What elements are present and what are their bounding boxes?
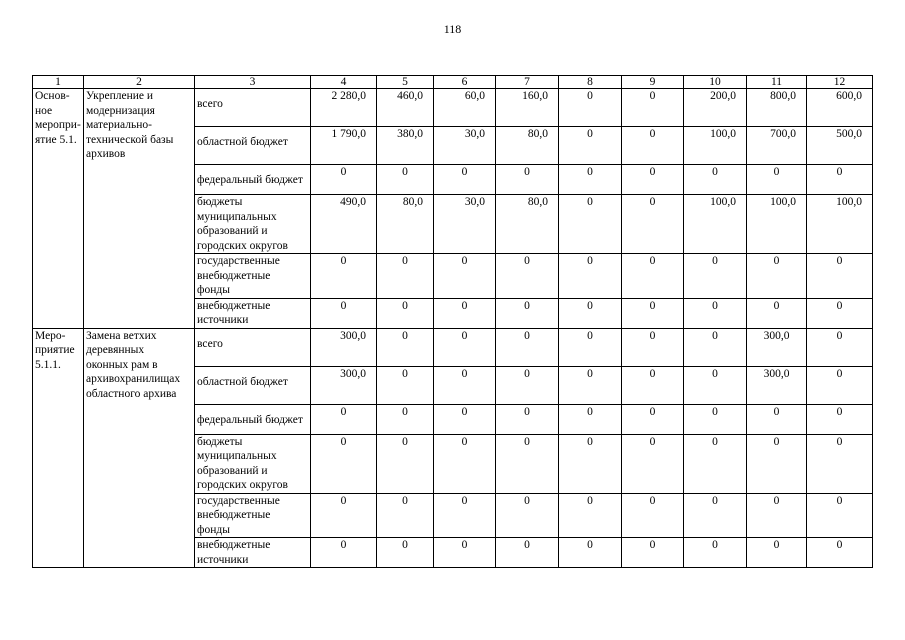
- value-cell: 300,0: [747, 366, 807, 404]
- measure-name: Укрепление и модернизация материально- технической базы архивов: [84, 89, 195, 329]
- value-cell: 0: [496, 404, 559, 434]
- value-cell: 80,0: [496, 195, 559, 254]
- value-cell: 0: [622, 254, 684, 299]
- value-cell: 0: [496, 366, 559, 404]
- value-cell: 0: [377, 493, 434, 538]
- value-cell: 0: [807, 254, 873, 299]
- value-cell: 0: [622, 127, 684, 165]
- value-cell: 0: [684, 298, 747, 328]
- column-header: 7: [496, 76, 559, 89]
- value-cell: 0: [311, 298, 377, 328]
- value-cell: 0: [434, 366, 496, 404]
- funding-source: бюджеты муниципальных образований и городских округов: [195, 195, 311, 254]
- column-header: 8: [559, 76, 622, 89]
- value-cell: 0: [807, 366, 873, 404]
- funding-source: областной бюджет: [195, 127, 311, 165]
- value-cell: 500,0: [807, 127, 873, 165]
- header-row: [33, 76, 873, 89]
- value-cell: 0: [377, 298, 434, 328]
- column-header: 2: [84, 76, 195, 89]
- value-cell: 460,0: [377, 89, 434, 127]
- value-cell: 0: [559, 165, 622, 195]
- value-cell: 0: [684, 493, 747, 538]
- value-cell: 0: [434, 254, 496, 299]
- value-cell: 0: [377, 404, 434, 434]
- value-cell: 0: [559, 434, 622, 493]
- value-cell: 0: [747, 434, 807, 493]
- funding-source: федеральный бюджет: [195, 404, 311, 434]
- value-cell: 0: [377, 254, 434, 299]
- value-cell: 0: [747, 404, 807, 434]
- value-cell: 0: [559, 195, 622, 254]
- value-cell: 160,0: [496, 89, 559, 127]
- value-cell: 380,0: [377, 127, 434, 165]
- value-cell: 0: [559, 538, 622, 568]
- value-cell: 300,0: [311, 366, 377, 404]
- value-cell: 30,0: [434, 127, 496, 165]
- value-cell: 300,0: [747, 328, 807, 366]
- value-cell: 0: [622, 298, 684, 328]
- value-cell: 0: [807, 298, 873, 328]
- value-cell: 0: [807, 165, 873, 195]
- funding-source: государственные внебюджетные фонды: [195, 493, 311, 538]
- value-cell: 30,0: [434, 195, 496, 254]
- value-cell: 0: [559, 366, 622, 404]
- value-cell: 0: [622, 366, 684, 404]
- value-cell: 0: [496, 298, 559, 328]
- value-cell: 2 280,0: [311, 89, 377, 127]
- value-cell: 0: [684, 538, 747, 568]
- value-cell: 0: [434, 434, 496, 493]
- value-cell: 0: [496, 493, 559, 538]
- budget-table: [32, 75, 873, 568]
- value-cell: 0: [311, 165, 377, 195]
- value-cell: 0: [807, 538, 873, 568]
- value-cell: 0: [377, 328, 434, 366]
- value-cell: 100,0: [684, 127, 747, 165]
- value-cell: 0: [311, 404, 377, 434]
- value-cell: 0: [434, 404, 496, 434]
- value-cell: 0: [622, 434, 684, 493]
- value-cell: 100,0: [684, 195, 747, 254]
- table-row: [33, 89, 873, 127]
- value-cell: 0: [559, 89, 622, 127]
- value-cell: 600,0: [807, 89, 873, 127]
- value-cell: 0: [622, 404, 684, 434]
- value-cell: 1 790,0: [311, 127, 377, 165]
- value-cell: 0: [559, 493, 622, 538]
- value-cell: 0: [684, 434, 747, 493]
- value-cell: 80,0: [377, 195, 434, 254]
- value-cell: 0: [747, 538, 807, 568]
- value-cell: 60,0: [434, 89, 496, 127]
- funding-source: государственные внебюджетные фонды: [195, 254, 311, 299]
- value-cell: 0: [311, 538, 377, 568]
- value-cell: 0: [311, 493, 377, 538]
- table-row: [33, 328, 873, 366]
- value-cell: 0: [559, 254, 622, 299]
- value-cell: 0: [559, 404, 622, 434]
- value-cell: 0: [747, 254, 807, 299]
- value-cell: 0: [496, 538, 559, 568]
- measure-name: Замена ветхих деревянных оконных рам в архивохранилищах областного архива: [84, 328, 195, 568]
- value-cell: 0: [622, 165, 684, 195]
- value-cell: 100,0: [807, 195, 873, 254]
- value-cell: 0: [807, 493, 873, 538]
- value-cell: 0: [684, 254, 747, 299]
- column-header: 12: [807, 76, 873, 89]
- funding-source: всего: [195, 328, 311, 366]
- funding-source: бюджеты муниципальных образований и городских округов: [195, 434, 311, 493]
- value-cell: 300,0: [311, 328, 377, 366]
- page-number: 118: [443, 22, 462, 36]
- value-cell: 0: [622, 195, 684, 254]
- value-cell: 0: [311, 434, 377, 493]
- value-cell: 800,0: [747, 89, 807, 127]
- value-cell: 0: [311, 254, 377, 299]
- value-cell: 490,0: [311, 195, 377, 254]
- value-cell: 100,0: [747, 195, 807, 254]
- column-header: 5: [377, 76, 434, 89]
- value-cell: 0: [622, 89, 684, 127]
- measure-code: Основ- ное меропри- ятие 5.1.: [33, 89, 84, 329]
- value-cell: 0: [684, 366, 747, 404]
- value-cell: 0: [496, 165, 559, 195]
- value-cell: 0: [622, 538, 684, 568]
- value-cell: 0: [434, 538, 496, 568]
- value-cell: 0: [622, 493, 684, 538]
- value-cell: 0: [377, 434, 434, 493]
- column-header: 1: [33, 76, 84, 89]
- value-cell: 0: [496, 434, 559, 493]
- funding-source: внебюджетные источники: [195, 538, 311, 568]
- value-cell: 0: [559, 298, 622, 328]
- value-cell: 0: [807, 404, 873, 434]
- value-cell: 0: [377, 366, 434, 404]
- column-header: 3: [195, 76, 311, 89]
- value-cell: 0: [747, 298, 807, 328]
- value-cell: 80,0: [496, 127, 559, 165]
- column-header: 9: [622, 76, 684, 89]
- value-cell: 0: [622, 328, 684, 366]
- column-header: 6: [434, 76, 496, 89]
- value-cell: 0: [377, 165, 434, 195]
- value-cell: 0: [434, 298, 496, 328]
- value-cell: 0: [684, 165, 747, 195]
- value-cell: 0: [747, 165, 807, 195]
- value-cell: 0: [496, 254, 559, 299]
- value-cell: 0: [747, 493, 807, 538]
- funding-source: федеральный бюджет: [195, 165, 311, 195]
- value-cell: 0: [684, 404, 747, 434]
- value-cell: 0: [807, 434, 873, 493]
- column-header: 11: [747, 76, 807, 89]
- value-cell: 0: [496, 328, 559, 366]
- value-cell: 700,0: [747, 127, 807, 165]
- funding-source: внебюджетные источники: [195, 298, 311, 328]
- value-cell: 200,0: [684, 89, 747, 127]
- value-cell: 0: [377, 538, 434, 568]
- value-cell: 0: [559, 127, 622, 165]
- value-cell: 0: [434, 165, 496, 195]
- column-header: 4: [311, 76, 377, 89]
- funding-source: областной бюджет: [195, 366, 311, 404]
- value-cell: 0: [807, 328, 873, 366]
- column-header: 10: [684, 76, 747, 89]
- value-cell: 0: [434, 328, 496, 366]
- value-cell: 0: [559, 328, 622, 366]
- value-cell: 0: [684, 328, 747, 366]
- value-cell: 0: [434, 493, 496, 538]
- measure-code: Меро- приятие 5.1.1.: [33, 328, 84, 568]
- funding-source: всего: [195, 89, 311, 127]
